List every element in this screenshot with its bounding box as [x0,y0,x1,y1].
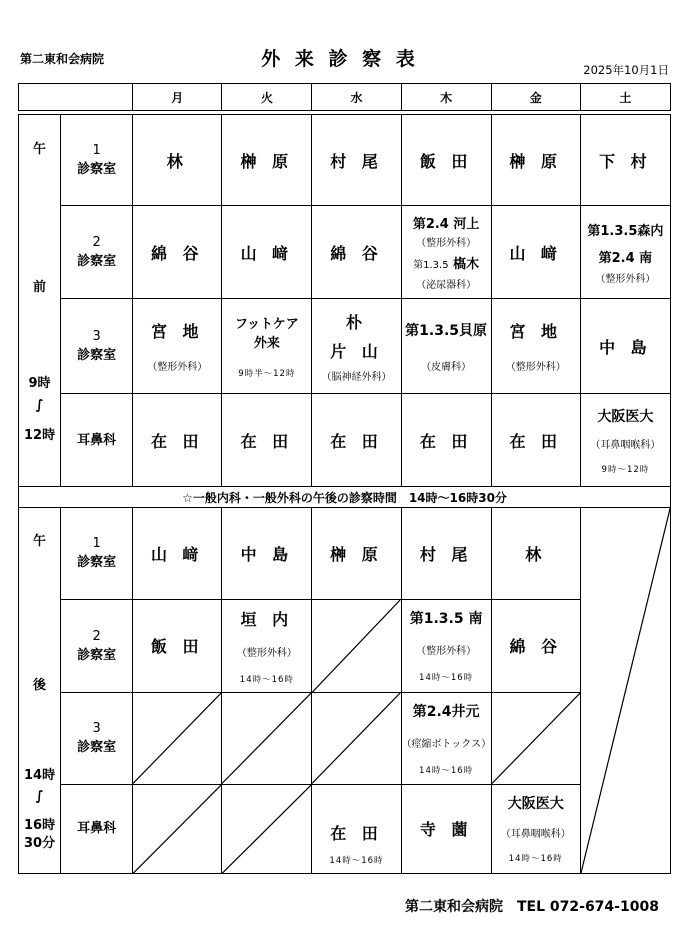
pm-r2-fri: 綿 谷 [491,599,580,693]
effective-date: 2025年10月1日 [583,63,669,77]
am-ent-row [19,394,671,487]
am-period-label [19,115,61,487]
pm-ent-fri-doctor: 大阪医大 [507,796,564,813]
pm-ent-fri [491,784,580,874]
pm-ent-wed [312,784,401,874]
pm-time-sep: ∫ [35,789,44,804]
am-r1-wed: 村 尾 [312,115,401,206]
am-ent-sat-dept: （耳鼻咽喉科） [590,439,661,451]
am-ent-sat-doctor: 大阪医大 [597,408,654,425]
am-r1-fri: 榊 原 [491,115,580,206]
pm-ent-fri-dept: （耳鼻咽喉科） [500,829,571,841]
pm-time-start: 14時 [23,768,56,783]
day-sat: 土 [580,84,670,111]
pm-r2-thu-time: 14時～16時 [419,673,474,684]
day-mon: 月 [133,84,222,111]
pm-r1-thu: 村 尾 [401,508,491,600]
pm-r2-thu [401,599,491,693]
am-r3-tue-a: フットケア [234,317,299,332]
closed-slash-sat [581,508,670,873]
am-r2-sat-dept: （整形外科） [595,273,656,285]
am-r2-tue: 山 﨑 [222,206,312,299]
day-header-row [19,84,671,111]
am-r3-fri [491,299,580,394]
am-r2-thu-dept-b: （泌尿器科） [416,280,477,291]
am-time-sep: ∫ [35,397,44,413]
am-r3-wed-doctor-b: 片 山 [330,341,383,361]
hospital-name-header: 第二東和会病院 [20,52,105,66]
am-r3-mon [133,299,222,394]
pm-r3-tue-closed [222,693,312,785]
pm-room2-row [19,599,671,693]
am-r3-fri-doctor: 宮 地 [509,322,563,341]
am-ent-sat [580,394,670,487]
am-r1-mon: 林 [133,115,222,206]
pm-r2-thu-dept: （整形外科） [416,646,477,658]
pm-r2-mon: 飯 田 [133,599,222,693]
pm-r2-tue-dept: （整形外科） [236,647,297,659]
am-r3-thu [401,299,491,394]
am-r2-thu [401,206,491,299]
pm-ent-wed-doctor: 在 田 [330,824,383,844]
pm-ent-row [19,784,671,874]
am-r3-fri-dept: （整形外科） [505,362,566,373]
am-r3-tue [222,299,312,394]
am-r3-tue-b: 外来 [253,336,280,351]
pm-r3-thu-time: 14時～16時 [419,765,474,776]
am-r3-sat: 中 島 [580,299,670,394]
am-room1-row [19,115,671,206]
pm-room3-row [19,693,671,785]
page-title: 外 来 診 察 表 [261,48,419,70]
am-label-mid: 前 [33,279,47,295]
pm-ent-tue-closed [222,784,312,874]
am-ent-label: 耳鼻科 [61,394,133,487]
pm-r2-tue-doctor: 垣 内 [240,609,294,629]
pm-r2-tue [222,599,312,693]
pm-hours-note: ☆一般内科・一般外科の午後の診察時間 14時～16時30分 [19,487,671,508]
am-ent-fri: 在 田 [491,394,580,487]
pm-r1-tue: 中 島 [222,508,312,600]
pm-ent-fri-time: 14時～16時 [508,854,563,865]
am-r2-thu-doctor-a: 第2.4 河上 [412,217,480,232]
pm-r2-tue-time: 14時～16時 [239,674,294,685]
am-r3-wed-dept: （脳神経外科） [321,371,392,383]
am-ent-sat-time: 9時～12時 [601,464,650,475]
pm-sat-closed [580,508,670,874]
am-time-start: 9時 [28,375,51,391]
am-ent-mon: 在 田 [133,394,222,487]
am-ent-thu: 在 田 [401,394,491,487]
am-r2-thu-weeks-b: 第1.3.5 [413,260,449,271]
am-r2-sat-doctor-b: 第2.4 南 [598,250,653,266]
am-room1-label: 1 診察室 [61,115,133,206]
pm-r2-thu-doctor: 第1.3.5 南 [409,611,483,628]
pm-r3-thu [401,693,491,785]
am-r1-sat: 下 村 [580,115,670,206]
am-room3-row [19,299,671,394]
pm-time-end-min: 30分 [23,836,56,851]
pm-ent-wed-time: 14時～16時 [329,856,384,867]
am-r2-thu-dept-a: （整形外科） [416,238,477,249]
closed-slash [312,600,400,693]
pm-room1-row [19,508,671,600]
pm-r3-wed-closed [312,693,401,785]
pm-r3-fri-closed [491,693,580,785]
am-r3-wed-doctor-a: 朴 [345,312,367,332]
pm-period-label [19,508,61,874]
am-time-end: 12時 [23,427,56,443]
header-corner [19,84,133,111]
am-ent-wed: 在 田 [312,394,401,487]
closed-slash [133,785,221,874]
am-r3-mon-dept: （整形外科） [147,362,208,373]
pm-r1-mon: 山 﨑 [133,508,222,600]
pm-ent-thu: 寺 薗 [401,784,491,874]
am-r2-sat [580,206,670,299]
am-room2-row [19,206,671,299]
am-room2-label: 2 診察室 [61,206,133,299]
closed-slash [133,693,221,784]
day-thu: 木 [401,84,491,111]
schedule-table [18,83,671,874]
closed-slash [222,693,311,784]
day-wed: 水 [312,84,401,111]
am-r3-tue-time: 9時半～12時 [238,369,296,379]
am-r2-thu-doctor-b: 𣘺木 [453,257,480,272]
footer-contact: 第二東和会病院 TEL 072-674-1008 [405,899,659,915]
am-r2-sat-doctor-a: 第1.3.5森内 [587,223,664,239]
am-room3-label: 3 診察室 [61,299,133,394]
am-r1-tue: 榊 原 [222,115,312,206]
day-tue: 火 [222,84,312,111]
pm-r1-wed: 榊 原 [312,508,401,600]
pm-label-top: 午 [33,534,47,549]
closed-slash [492,693,580,784]
am-r2-wed: 綿 谷 [312,206,401,299]
day-fri: 金 [491,84,580,111]
closed-slash [222,785,311,874]
pm-ent-mon-closed [133,784,222,874]
pm-time-end: 16時 [23,818,56,833]
am-r2-fri: 山 﨑 [491,206,580,299]
am-r2-mon: 綿 谷 [133,206,222,299]
pm-r3-thu-dept: （痙縮ボトックス） [401,738,492,750]
pm-room1-label: 1 診察室 [61,508,133,600]
pm-room3-label: 3 診察室 [61,693,133,785]
am-r3-mon-doctor: 宮 地 [150,322,204,341]
am-label-top: 午 [33,141,47,157]
pm-r2-wed-closed [312,599,401,693]
closed-slash [312,693,400,784]
pm-label-mid: 後 [33,678,47,693]
am-r3-thu-doctor: 第1.3.5貝原 [405,322,488,339]
pm-r3-thu-doctor: 第2.4井元 [412,703,480,720]
pm-r1-fri: 林 [491,508,580,600]
am-ent-tue: 在 田 [222,394,312,487]
am-r3-wed [312,299,401,394]
pm-r3-mon-closed [133,693,222,785]
pm-ent-label: 耳鼻科 [61,784,133,874]
am-r1-thu: 飯 田 [401,115,491,206]
pm-room2-label: 2 診察室 [61,599,133,693]
am-r3-thu-dept: （皮膚科） [421,361,472,373]
pm-note-row [19,487,671,508]
